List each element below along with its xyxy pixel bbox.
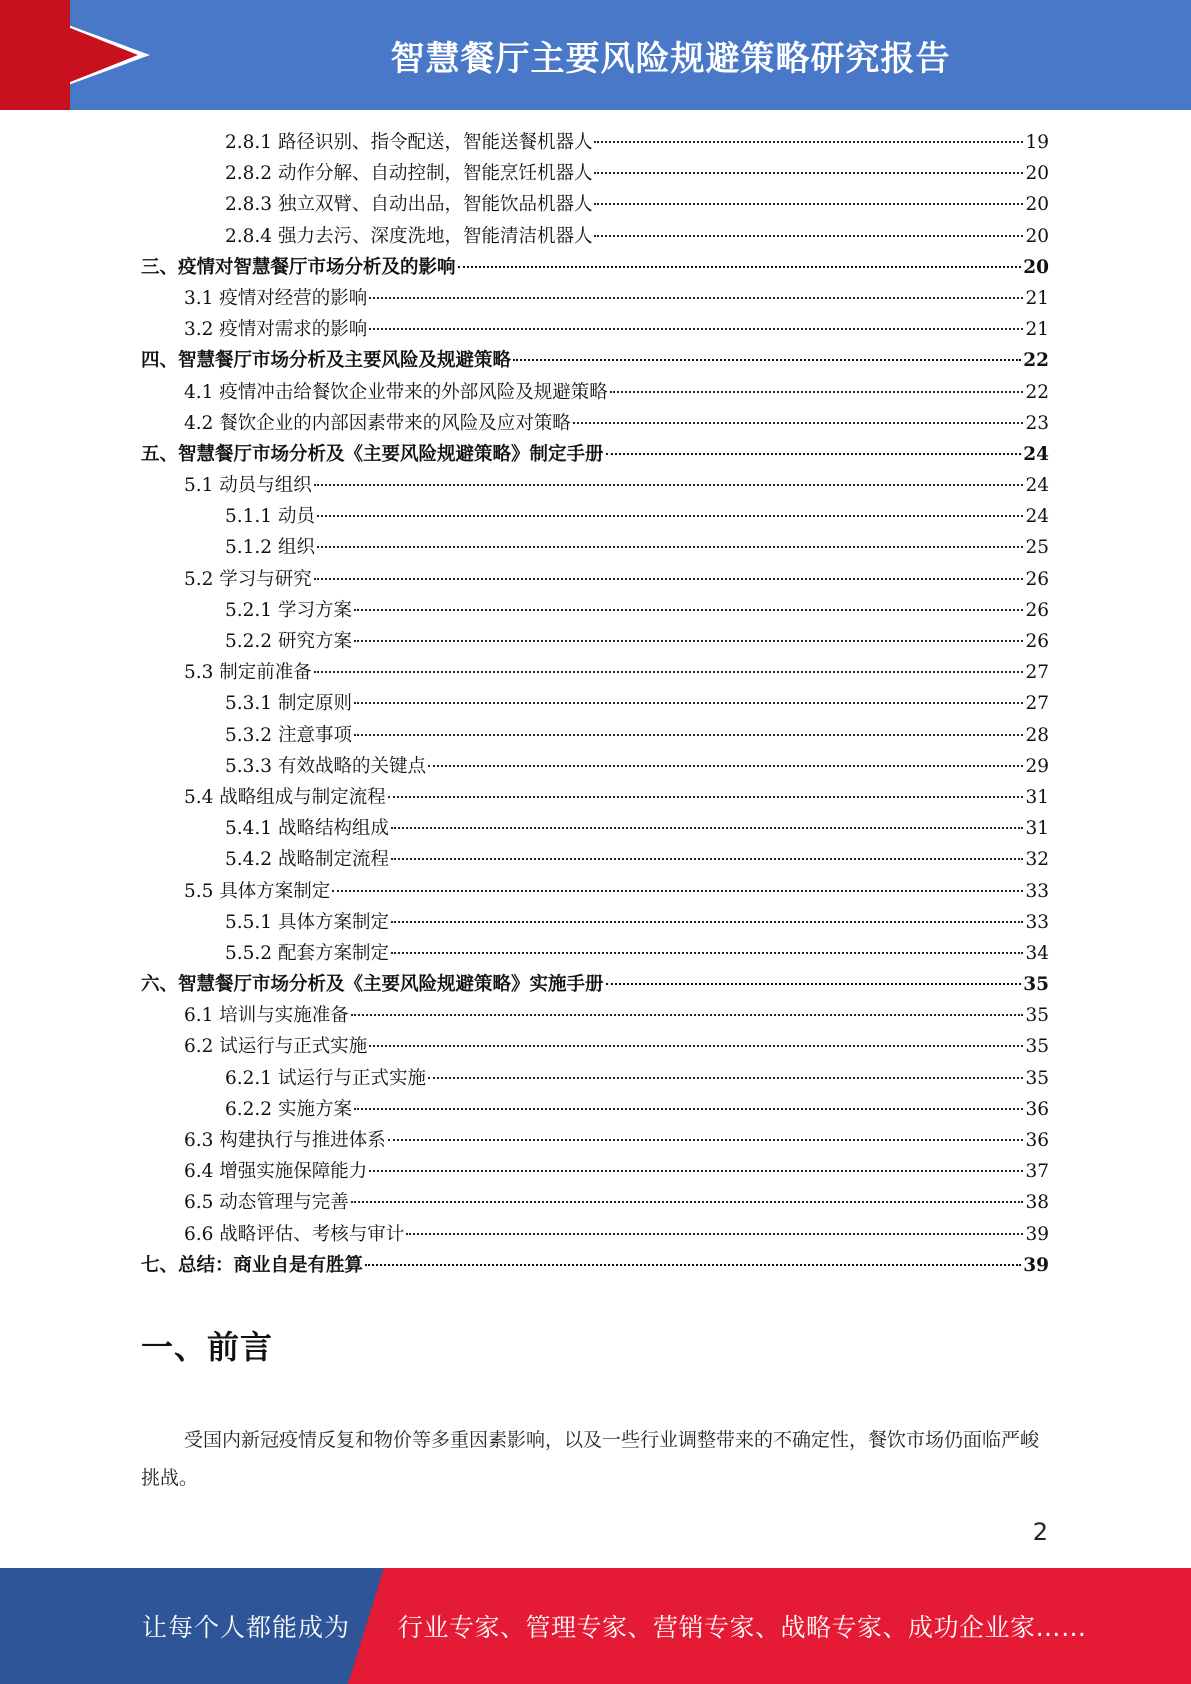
toc-entry-page: 27 — [1025, 693, 1049, 715]
toc-entry-page: 31 — [1025, 818, 1049, 840]
page-header — [0, 0, 1191, 110]
toc-dot-leader — [354, 734, 1024, 736]
toc-entry-label: 5.3.3 有效战略的关键点 — [225, 755, 426, 777]
toc-dot-leader — [388, 1139, 1024, 1141]
toc-entry[interactable] — [141, 1187, 1049, 1218]
toc-entry-page: 22 — [1025, 381, 1049, 403]
toc-entry-label: 5.2.1 学习方案 — [225, 599, 352, 621]
toc-entry-label: 5.2.2 研究方案 — [225, 631, 352, 652]
toc-entry-page: 22 — [1023, 350, 1049, 372]
toc-entry-page: 28 — [1025, 724, 1049, 746]
document-title: 智慧餐厅主要风险规避策略研究报告 — [390, 38, 951, 79]
toc-entry-label: 6.3 构建执行与推进体系 — [184, 1130, 386, 1151]
toc-entry[interactable] — [141, 751, 1049, 782]
toc-entry-label: 4.2 餐饮企业的内部因素带来的风险及应对策略 — [184, 412, 571, 434]
toc-entry[interactable] — [141, 1219, 1049, 1250]
toc-entry-page: 37 — [1025, 1161, 1049, 1183]
toc-entry-page: 33 — [1025, 911, 1049, 933]
toc-dot-leader — [610, 391, 1024, 393]
toc-dot-leader — [317, 515, 1024, 517]
toc-entry[interactable] — [141, 907, 1049, 938]
page-footer — [0, 1568, 1191, 1684]
toc-entry-label: 5.4 战略组成与制定流程 — [184, 786, 386, 808]
toc-dot-leader — [314, 671, 1024, 673]
toc-entry-label: 5.3.2 注意事项 — [225, 724, 352, 746]
toc-entry[interactable] — [141, 1156, 1049, 1187]
toc-entry-page: 24 — [1025, 506, 1049, 528]
toc-entry[interactable] — [141, 688, 1049, 719]
toc-entry-label: 5.1 动员与组织 — [184, 475, 312, 497]
toc-entry-label: 5.4.1 战略结构组成 — [225, 818, 389, 840]
toc-entry[interactable] — [141, 1250, 1049, 1281]
toc-dot-leader — [594, 141, 1023, 143]
toc-entry[interactable] — [141, 439, 1049, 470]
toc-dot-leader — [369, 297, 1023, 299]
table-of-contents — [141, 127, 1049, 1281]
toc-entry-page: 29 — [1025, 755, 1049, 777]
toc-dot-leader — [354, 640, 1024, 642]
toc-dot-leader — [406, 1233, 1023, 1235]
toc-dot-leader — [391, 952, 1023, 954]
toc-dot-leader — [369, 328, 1023, 330]
toc-dot-leader — [391, 858, 1023, 860]
toc-entry-label: 5.5.1 具体方案制定 — [225, 911, 389, 933]
toc-entry-page: 26 — [1025, 568, 1049, 590]
toc-entry-label: 6.4 增强实施保障能力 — [184, 1161, 368, 1183]
toc-entry-label: 六、智慧餐厅市场分析及《主要风险规避策略》实施手册 — [141, 974, 604, 996]
toc-dot-leader — [428, 765, 1023, 767]
toc-entry-page: 21 — [1025, 287, 1049, 309]
toc-entry-page: 35 — [1025, 1067, 1049, 1089]
toc-dot-leader — [314, 484, 1024, 486]
toc-entry[interactable] — [141, 626, 1049, 657]
toc-entry[interactable] — [141, 782, 1049, 813]
toc-entry-label: 4.1 疫情冲击给餐饮企业带来的外部风险及规避策略 — [184, 381, 608, 403]
toc-dot-leader — [354, 1108, 1024, 1110]
toc-entry-label: 5.3 制定前准备 — [184, 662, 312, 684]
toc-entry-label: 6.2.2 实施方案 — [225, 1098, 352, 1120]
toc-entry[interactable] — [141, 252, 1049, 283]
toc-dot-leader — [573, 422, 1024, 424]
toc-entry[interactable] — [141, 470, 1049, 501]
toc-entry-page: 20 — [1023, 256, 1049, 278]
toc-entry[interactable] — [141, 314, 1049, 345]
toc-dot-leader — [606, 983, 1022, 985]
toc-entry[interactable] — [141, 345, 1049, 376]
toc-dot-leader — [317, 546, 1024, 548]
toc-entry-label: 6.1 培训与实施准备 — [184, 1005, 349, 1027]
toc-dot-leader — [594, 172, 1023, 174]
toc-entry[interactable] — [141, 595, 1049, 626]
toc-entry[interactable] — [141, 1063, 1049, 1094]
toc-entry-page: 24 — [1025, 475, 1049, 497]
body-paragraph: 受国内新冠疫情反复和物价等多重因素影响，以及一些行业调整带来的不确定性，餐饮市场仍面临严峻挑战。 — [141, 1429, 1040, 1489]
toc-entry[interactable] — [141, 1000, 1049, 1031]
toc-entry-page: 35 — [1025, 1005, 1049, 1027]
toc-entry-page: 20 — [1025, 194, 1049, 216]
toc-entry-label: 五、智慧餐厅市场分析及《主要风险规避策略》制定手册 — [141, 443, 604, 465]
toc-entry-label: 5.1.2 组织 — [225, 537, 315, 559]
toc-entry[interactable] — [141, 813, 1049, 844]
toc-entry[interactable] — [141, 283, 1049, 314]
toc-entry-page: 36 — [1025, 1098, 1049, 1120]
toc-entry-page: 31 — [1025, 786, 1049, 808]
toc-entry-label: 3.1 疫情对经营的影响 — [184, 287, 368, 309]
toc-entry[interactable] — [141, 969, 1049, 1000]
toc-entry[interactable] — [141, 408, 1049, 439]
toc-entry-label: 四、智慧餐厅市场分析及主要风险及规避策略 — [141, 350, 512, 372]
toc-dot-leader — [332, 890, 1023, 892]
toc-entry[interactable] — [141, 1094, 1049, 1125]
toc-entry-label: 三、疫情对智慧餐厅市场分析及的影响 — [141, 256, 456, 278]
toc-dot-leader — [369, 1170, 1023, 1172]
toc-entry[interactable] — [141, 127, 1049, 158]
toc-entry-label: 5.5.2 配套方案制定 — [225, 942, 389, 964]
toc-entry-label: 6.2.1 试运行与正式实施 — [225, 1067, 426, 1089]
toc-dot-leader — [388, 796, 1024, 798]
page-number: 2 — [1032, 1518, 1048, 1546]
toc-dot-leader — [351, 1201, 1024, 1203]
toc-entry[interactable] — [141, 1125, 1049, 1156]
toc-entry-label: 2.8.2 动作分解、自动控制，智能烹饪机器人 — [225, 163, 593, 185]
toc-dot-leader — [369, 1045, 1023, 1047]
toc-entry-page: 35 — [1023, 974, 1049, 996]
footer-slogan-right: 行业专家、管理专家、营销专家、战略专家、成功企业家…… — [398, 1613, 1087, 1642]
toc-entry-page: 25 — [1025, 537, 1049, 559]
toc-entry-label: 2.8.1 路径识别、指令配送，智能送餐机器人 — [225, 132, 593, 153]
toc-entry-page: 21 — [1025, 319, 1049, 341]
toc-dot-leader — [391, 827, 1023, 829]
toc-entry-page: 33 — [1025, 880, 1049, 902]
toc-dot-leader — [314, 578, 1024, 580]
toc-entry-label: 5.3.1 制定原则 — [225, 693, 352, 715]
toc-dot-leader — [606, 453, 1022, 455]
toc-entry-page: 19 — [1025, 132, 1049, 153]
toc-entry[interactable] — [141, 189, 1049, 220]
toc-entry-page: 34 — [1025, 942, 1049, 964]
section-heading: 一、前言 — [141, 1328, 274, 1366]
toc-entry[interactable] — [141, 377, 1049, 408]
toc-entry-page: 35 — [1025, 1036, 1049, 1058]
toc-dot-leader — [428, 1077, 1023, 1079]
toc-entry[interactable] — [141, 938, 1049, 969]
toc-entry[interactable] — [141, 158, 1049, 189]
toc-entry-page: 39 — [1023, 1254, 1049, 1276]
toc-entry[interactable] — [141, 501, 1049, 532]
toc-entry-page: 26 — [1025, 599, 1049, 621]
toc-entry-page: 36 — [1025, 1130, 1049, 1151]
toc-dot-leader — [458, 266, 1022, 268]
toc-entry-label: 6.2 试运行与正式实施 — [184, 1036, 368, 1058]
toc-dot-leader — [354, 702, 1024, 704]
header-arrow-red — [0, 0, 138, 110]
toc-entry[interactable] — [141, 657, 1049, 688]
toc-entry-label: 6.5 动态管理与完善 — [184, 1192, 349, 1214]
toc-entry[interactable] — [141, 1031, 1049, 1062]
toc-dot-leader — [391, 921, 1023, 923]
toc-entry-label: 6.6 战略评估、考核与审计 — [184, 1223, 405, 1245]
toc-entry-page: 24 — [1023, 443, 1049, 465]
toc-entry-label: 5.4.2 战略制定流程 — [225, 849, 389, 871]
toc-entry[interactable] — [141, 532, 1049, 563]
toc-dot-leader — [354, 609, 1024, 611]
toc-dot-leader — [594, 235, 1023, 237]
toc-entry[interactable] — [141, 221, 1049, 252]
toc-entry-page: 20 — [1025, 225, 1049, 247]
toc-entry-label: 5.2 学习与研究 — [184, 568, 312, 590]
toc-entry-page: 38 — [1025, 1192, 1049, 1214]
toc-dot-leader — [594, 203, 1023, 205]
toc-entry-label: 5.5 具体方案制定 — [184, 880, 331, 902]
toc-entry-label: 七、总结：商业自是有胜算 — [141, 1254, 364, 1276]
toc-dot-leader — [351, 1014, 1024, 1016]
toc-entry-page: 23 — [1025, 412, 1049, 434]
toc-entry-page: 26 — [1025, 631, 1049, 652]
toc-entry-label: 2.8.3 独立双臂、自动出品，智能饮品机器人 — [225, 194, 593, 216]
toc-entry-page: 39 — [1025, 1223, 1049, 1245]
toc-entry-page: 32 — [1025, 849, 1049, 871]
toc-entry-page: 27 — [1025, 662, 1049, 684]
footer-slogan-left: 让每个人都能成为 — [142, 1613, 351, 1642]
toc-entry[interactable] — [141, 564, 1049, 595]
toc-entry-label: 5.1.1 动员 — [225, 506, 315, 528]
toc-dot-leader — [365, 1264, 1021, 1266]
toc-entry-label: 3.2 疫情对需求的影响 — [184, 319, 368, 341]
toc-dot-leader — [513, 359, 1021, 361]
toc-entry[interactable] — [141, 876, 1049, 907]
toc-entry[interactable] — [141, 720, 1049, 751]
toc-entry-label: 2.8.4 强力去污、深度洗地，智能清洁机器人 — [225, 225, 593, 247]
toc-entry-page: 20 — [1025, 163, 1049, 185]
toc-entry[interactable] — [141, 844, 1049, 875]
